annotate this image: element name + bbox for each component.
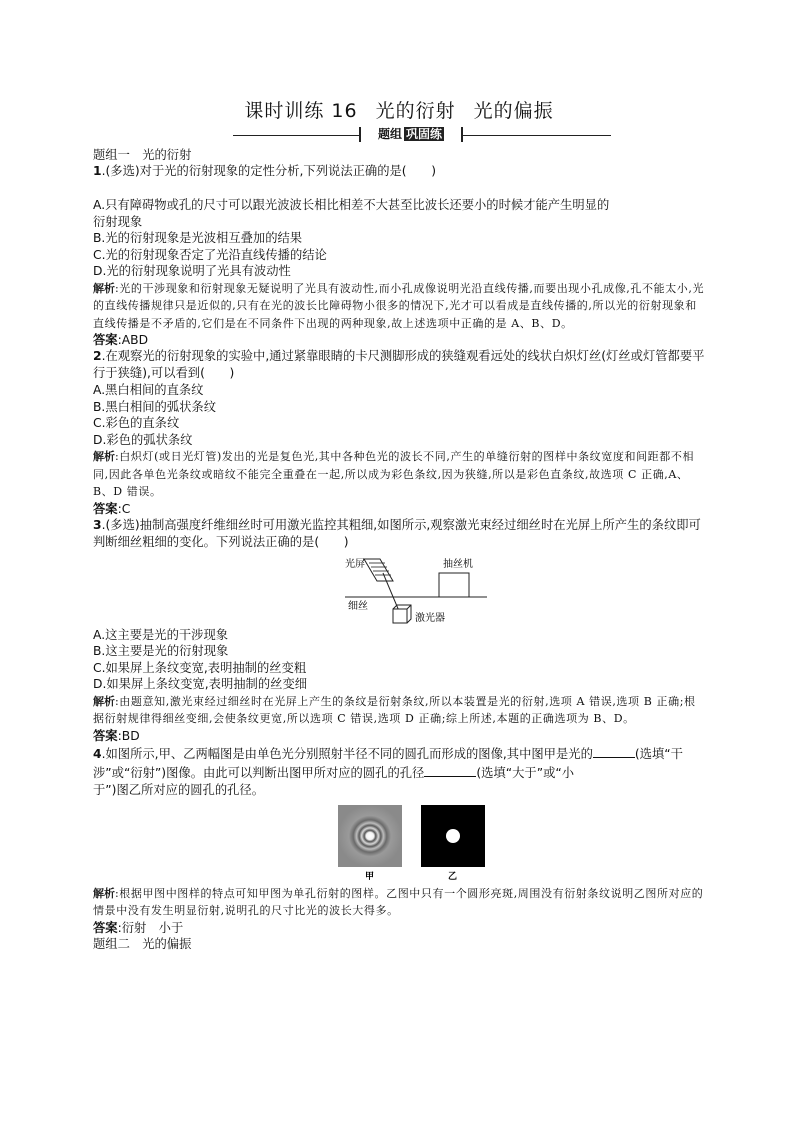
q3-option-c: C.如果屏上条纹变宽,表明抽制的丝变粗 <box>93 660 307 675</box>
laser-box <box>393 605 411 623</box>
q3-analysis <box>93 693 705 728</box>
wire-drawing-machine-box <box>439 573 469 597</box>
answer-text: :ABD <box>117 333 149 347</box>
answer-label: 答案 <box>93 920 118 935</box>
analysis-label: 解析 <box>93 694 115 708</box>
question-number: 3 <box>93 517 102 532</box>
q3-option-d: D.如果屏上条纹变宽,表明抽制的丝变细 <box>93 677 308 691</box>
label-laser: 激光器 <box>415 612 445 624</box>
title-topic-polarization: 光的偏振 <box>473 100 554 122</box>
diffraction-images <box>93 803 705 883</box>
document-page <box>93 96 705 952</box>
q1-option-a: A.只有障碍物或孔的尺寸可以跟光波波长相比相差不大甚至比波长还要小的时候才能产生明显的 <box>93 198 610 212</box>
analysis-label: 解析 <box>93 886 115 900</box>
q2-answer <box>93 501 705 517</box>
answer-label: 答案 <box>93 333 118 347</box>
question-number: 1 <box>93 164 102 178</box>
q3-answer <box>93 728 705 744</box>
section-banner <box>93 127 705 143</box>
banner-text-consolidate: 巩固练 <box>406 127 443 141</box>
image-jia-diffraction <box>338 805 402 867</box>
q1-option-c: C.光的衍射现象否定了光沿直线传播的结论 <box>93 247 327 262</box>
question-text: .如图所示,甲、乙两幅图是由单色光分别照射半径不同的圆孔而形成的图像,其中图甲是光的 <box>101 746 593 761</box>
banner-text-group: 题组 <box>377 127 402 141</box>
question-text: .(多选)对于光的衍射现象的定性分析,下列说法正确的是( ) <box>101 164 436 178</box>
question-text-cont: (选填“干涉”或“衍射”)图像。由此可以判断出图甲所对应的圆孔的孔径 <box>93 746 683 780</box>
q1-option-d: D.光的衍射现象说明了光具有波动性 <box>93 264 291 278</box>
q2-option-b: B.黑白相间的弧状条纹 <box>93 399 217 414</box>
group-heading-1: 题组一 光的衍射 <box>93 148 192 162</box>
group-heading-2: 题组二 光的偏振 <box>93 936 192 951</box>
caption-jia: 甲 <box>365 871 375 882</box>
answer-label: 答案 <box>93 728 118 743</box>
question-text-cont2: (选填“大于”或“小 <box>476 765 575 780</box>
label-screen: 光屏 <box>345 558 365 570</box>
question-1-stem <box>93 163 705 180</box>
q2-option-c: C.彩色的直条纹 <box>93 416 180 430</box>
banner-label <box>359 127 463 142</box>
label-machine: 抽丝机 <box>443 558 473 570</box>
analysis-text: :由题意知,激光束经过细丝时在光屏上产生的条纹是衍射条纹,所以本装置是光的衍射,选项 A 错误,选项 B 正确;根据衍射规律得细丝变细,会使条纹更宽,所以选项 C 错误,选项 D 正确;综上所述,本题的正确选项为 B、D。 <box>93 694 696 725</box>
page-title <box>93 96 705 123</box>
question-text: .(多选)抽制高强度纤维细丝时可用激光监控其粗细,如图所示,观察激光束经过细丝时在光屏上所产生的条纹即可判断细丝粗细的变化。下列说法正确的是( ) <box>93 517 701 549</box>
analysis-text: :光的干涉现象和衍射现象无疑说明了光具有波动性,而小孔成像说明光沿直线传播,而要出现小孔成像,孔不能太小,光的直线传播规律只是近似的,只有在光的波长比障碍物小很多的情况下,光才可以看成是直线传播的,所以光的衍射现象和直线传播是不矛盾的,它们是在不同条件下出现的两种现象,故上述选项中正确的是 A、B、D。 <box>93 281 705 330</box>
question-4-stem <box>93 744 705 799</box>
caption-yi: 乙 <box>448 871 458 882</box>
light-screen-shape <box>364 559 393 581</box>
q1-option-a-cont: 衍射现象 <box>93 214 143 229</box>
answer-text: :C <box>117 501 131 516</box>
q4-analysis <box>93 885 705 920</box>
bright-spot-circle <box>446 829 460 843</box>
analysis-label: 解析 <box>93 450 115 463</box>
analysis-text: :根据甲图中图样的特点可知甲图为单孔衍射的图样。乙图中只有一个圆形亮斑,周围没有衍射条纹说明乙图所对应的情景中没有发生明显衍射,说明孔的尺寸比光的波长大得多。 <box>93 886 704 917</box>
fill-blank-1[interactable] <box>593 744 635 758</box>
q4-answer <box>93 920 705 936</box>
question-number: 2 <box>93 349 102 363</box>
q2-option-a: A.黑白相间的直条纹 <box>93 383 204 397</box>
diffraction-images-figure <box>93 803 705 883</box>
question-text-cont3: 于”)图乙所对应的圆孔的孔径。 <box>93 782 265 797</box>
fill-blank-2[interactable] <box>424 763 476 777</box>
analysis-text: :白炽灯(或日光灯管)发出的光是复色光,其中各种色光的波长不同,产生的单缝衍射的图样中条纹宽度和间距都不相同,因此各单色光条纹或暗纹不能完全重叠在一起,所以成为彩色条纹,因为狭缝,所以是彩色直条纹,故选项 C 正确,A、B、D 错误。 <box>93 450 695 498</box>
banner-rule-right <box>463 135 611 136</box>
laser-setup-diagram <box>93 553 705 625</box>
answer-label: 答案 <box>93 501 118 516</box>
answer-text: :衍射 小于 <box>117 920 184 935</box>
q1-analysis <box>93 280 705 333</box>
q1-answer <box>93 332 705 348</box>
question-text: .在观察光的衍射现象的实验中,通过紧靠眼睛的卡尺测脚形成的狭缝观看远处的线状白炽灯丝(灯丝或灯管都要平行于狭缝),可以看到( ) <box>93 349 705 380</box>
q1-option-b: B.光的衍射现象是光波相互叠加的结果 <box>93 231 303 245</box>
question-3-stem <box>93 517 705 551</box>
title-lesson: 课时训练 16 <box>244 100 358 122</box>
label-wire: 细丝 <box>348 600 368 612</box>
q2-option-d: D.彩色的弧状条纹 <box>93 432 193 447</box>
laser-monitor-figure <box>93 553 705 625</box>
q3-option-b: B.这主要是光的衍射现象 <box>93 644 229 658</box>
question-number: 4 <box>93 746 102 761</box>
question-2-stem <box>93 348 705 382</box>
analysis-label: 解析 <box>93 281 115 295</box>
answer-text: :BD <box>117 728 140 743</box>
title-topic-diffraction: 光的衍射 <box>375 100 456 122</box>
q2-analysis <box>93 448 705 501</box>
banner-rule-left <box>233 135 359 136</box>
q3-option-a: A.这主要是光的干涉现象 <box>93 627 229 642</box>
